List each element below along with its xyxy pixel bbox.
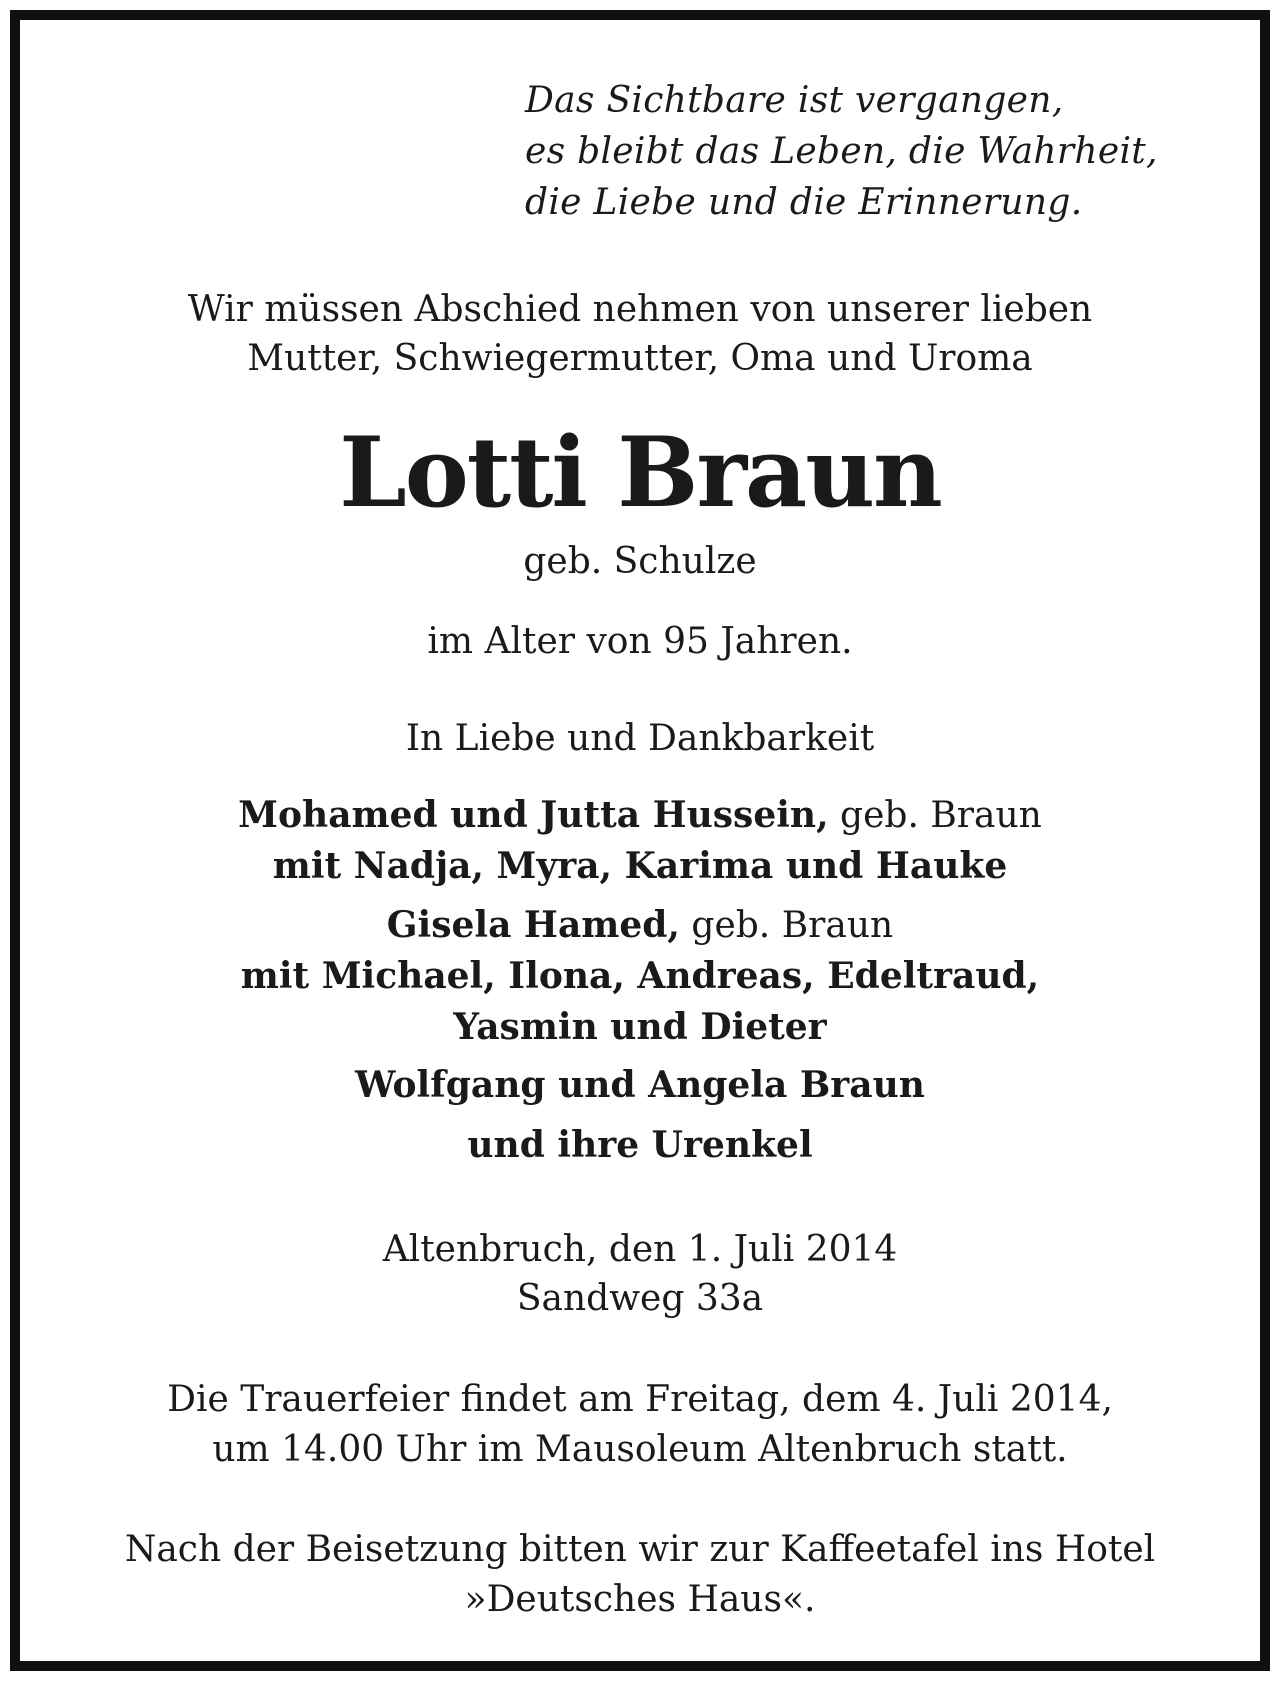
family-line [20,900,1260,951]
deceased-name: Lotti Braun [339,416,941,529]
mourner-family-3: Wolfgang und Angela Braun [355,1064,925,1106]
family-children: Yasmin und Dieter [453,1006,827,1048]
ceremony-line: um 14.00 Uhr im Mausoleum Altenbruch statt. [212,1429,1068,1470]
family-children: mit Michael, Ilona, Andreas, Edeltraud, [240,955,1040,997]
quote-line: die Liebe und die Erinnerung. [525,182,1083,223]
place-and-date [20,1225,1260,1323]
announcement-intro [20,285,1260,383]
family-name: Gisela Hamed, [386,904,680,946]
family-children: mit Nadja, Myra, Karima und Hauke [272,845,1008,887]
quote-line: Das Sichtbare ist vergangen, [525,80,1064,121]
quote-line: es bleibt das Leben, die Wahrheit, [525,131,1158,172]
reception-line: »Deutsches Haus«. [464,1579,816,1620]
family-birth-name: geb. Braun [679,905,894,946]
family-name: Mohamed und Jutta Hussein, [238,794,829,836]
intro-line: Mutter, Schwiegermutter, Oma und Uroma [247,338,1033,379]
funeral-service-info [20,1375,1260,1475]
mourner-family-2 [20,900,1260,1053]
family-line [20,790,1260,841]
deceased-birth-name: geb. Schulze [523,541,757,582]
mourner-great-grandchildren: und ihre Urenkel [467,1124,813,1166]
memorial-quote [525,75,1158,228]
mourners-heading: In Liebe und Dankbarkeit [405,718,875,759]
family-birth-name: geb. Braun [828,795,1042,836]
obituary-notice [10,10,1270,1671]
reception-info [20,1525,1260,1625]
address-line: Sandweg 33a [516,1278,764,1319]
ceremony-line: Die Trauerfeier findet am Freitag, dem 4. Juli 2014, [167,1379,1113,1420]
intro-line: Wir müssen Abschied nehmen von unserer lieben [187,289,1093,330]
place-date-line: Altenbruch, den 1. Juli 2014 [382,1229,898,1270]
reception-line: Nach der Beisetzung bitten wir zur Kaffeetafel ins Hotel [124,1529,1156,1570]
mourner-family-1 [20,790,1260,892]
deceased-age: im Alter von 95 Jahren. [427,621,853,662]
